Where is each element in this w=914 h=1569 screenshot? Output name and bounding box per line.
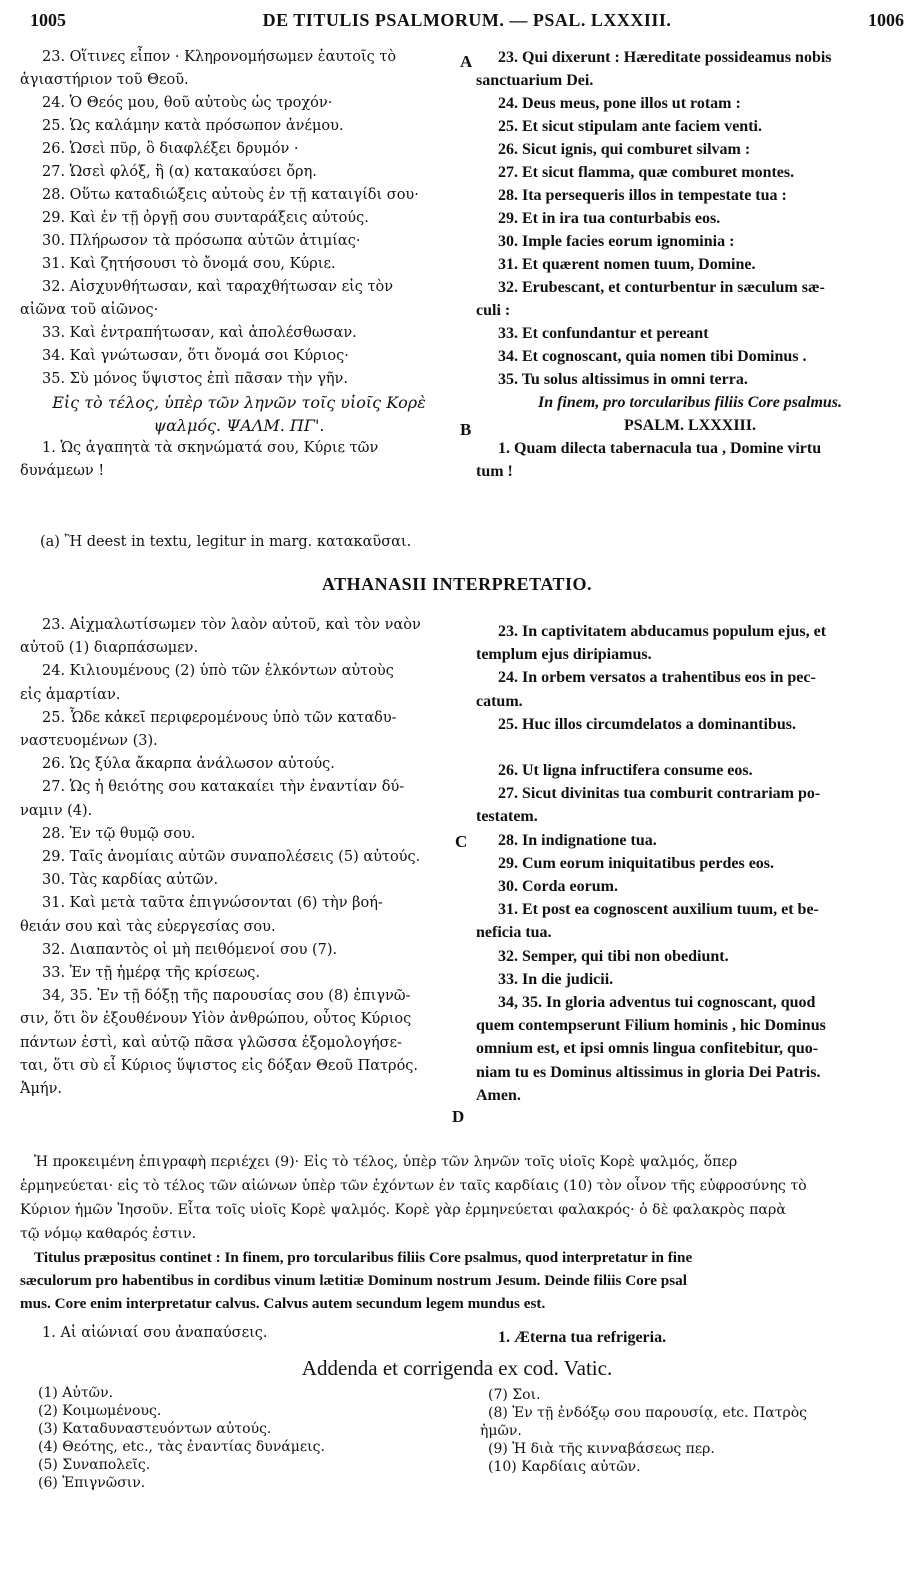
athanasius-latin-column — [476, 620, 904, 1107]
verse-line: 24. Ὁ Θεός μου, θοῦ αὐτοὺς ὡς τροχόν· — [42, 95, 333, 111]
verse-line: 28. Ἐν τῷ θυμῷ σου. — [42, 825, 196, 842]
verse-line: 27. Sicut divinitas tua comburit contrariam po- — [498, 785, 821, 803]
addenda-item: (6) Ἐπιγνῶσιν. — [38, 1475, 146, 1491]
commentary-line: Titulus præpositus continet : In finem, pro torcularibus filiis Core psalmus, quod interpretatur in fine — [34, 1249, 693, 1266]
verse-line: 23. Αἰχμαλωτίσωμεν τὸν λαὸν αὐτοῦ, καὶ τὸν ναὸν — [42, 617, 421, 633]
verse-line: 29. Et in ira tua conturbabis eos. — [498, 210, 721, 227]
verse-line: σιν, ὅτι ὃν ἐξουθένουν Υἱὸν ἀνθρώπου, οὗτος Κύριος — [20, 1011, 412, 1028]
verse-line: 34, 35. Ἐν τῇ δόξῃ τῆς παρουσίας σου (8) ἐπιγνῶ- — [42, 988, 411, 1005]
margin-marker-b: B — [460, 420, 472, 439]
verse-line: πάντων ἐστὶ, καὶ αὐτῷ πᾶσα γλῶσσα ἐξομολογήσε- — [20, 1034, 402, 1051]
addenda-item: (4) Θεότης, etc., τὰς ἐναντίας δυνάμεις. — [38, 1439, 325, 1455]
verse-line: testatem. — [476, 808, 538, 826]
margin-marker-a: A — [460, 52, 473, 71]
verse-line: 23. Οἵτινες εἶπον · Κληρονομήσωμεν ἑαυτοῖς τὸ — [42, 49, 397, 65]
commentary-line: sæculorum pro habentibus in cordibus vinum lætitiæ Dominum nostrum Jesum. Deinde filiis Core psal — [20, 1272, 687, 1289]
verse-line: quem contempserunt Filium hominis , hic Dominus — [476, 1017, 826, 1035]
addenda-item: ἡμῶν. — [480, 1423, 522, 1439]
verse-line: sanctuarium Dei. — [476, 72, 594, 89]
verse-line: ναμιν (4). — [20, 802, 93, 819]
verse-line: 27. Et sicut flamma, quæ comburet montes. — [498, 164, 795, 181]
commentary-line: mus. Core enim interpretatur calvus. Calvus autem secundum legem mundus est. — [20, 1295, 546, 1312]
psalm-heading-greek: ψαλμός. ΨΑΛΜ. ΠΓ'. — [153, 416, 325, 435]
verse-line: templum ejus diripiamus. — [476, 646, 652, 664]
addenda-right-list — [480, 1386, 900, 1476]
addenda-title: Addenda et corrigenda ex cod. Vatic. — [301, 1356, 613, 1380]
verse-line: 33. Καὶ ἐντραπήτωσαν, καὶ ἀπολέσθωσαν. — [42, 325, 357, 341]
verse-line: 32. Semper, qui tibi non obediunt. — [498, 947, 729, 965]
verse-line: 26. Ὡς ξύλα ἄκαρπα ἀνάλωσον αὐτούς. — [42, 756, 335, 773]
verse-line: 30. Τὰς καρδίας αὐτῶν. — [42, 872, 219, 889]
running-title: DE TITULIS PSALMORUM. — PSAL. LXXXIII. — [262, 10, 672, 30]
addenda-item: (2) Κοιμωμένους. — [38, 1403, 162, 1419]
verse-line: 31. Καὶ μετὰ ταῦτα ἐπιγνώσονται (6) τὴν βοή- — [42, 895, 383, 912]
verse-line: 29. Καὶ ἐν τῇ ὀργῇ σου συνταράξεις αὐτούς. — [42, 210, 369, 226]
verse-line: 1. Αἱ αἰώνιαί σου ἀναπαύσεις. — [42, 1325, 268, 1341]
verse-line: 1. Ὡς ἀγαπητὰ τὰ σκηνώματά σου, Κύριε τῶν — [42, 440, 379, 456]
verse-line: ναστευομένων (3). — [20, 733, 158, 750]
verse-line: 24. Deus meus, pone illos ut rotam : — [498, 95, 741, 112]
greek-psalm-column — [20, 46, 458, 483]
verse-line: 23. Qui dixerunt : Hæreditate possideamus nobis — [498, 49, 832, 66]
verse-line: αἰῶνα τοῦ αἰῶνος· — [20, 302, 159, 318]
addenda-item: (7) Σοι. — [488, 1387, 541, 1403]
psalm-heading-greek: Εἰς τὸ τέλος, ὑπὲρ τῶν ληνῶν τοῖς υἱοῖς Κορὲ — [52, 393, 426, 412]
verse-line: 27. Ὡσεὶ φλόξ, ἣ (α) κατακαύσει ὄρη. — [42, 164, 317, 180]
commentary-line: Ἡ προκειμένη ἐπιγραφὴ περιέχει (9)· Εἰς τὸ τέλος, ὑπὲρ τῶν ληνῶν τοῖς υἱοῖς Κορὲ ψαλμός, ὅπερ — [34, 1154, 738, 1170]
verse-line: 30. Imple facies eorum ignominia : — [498, 233, 735, 250]
verse-line: tum ! — [476, 463, 513, 480]
addenda-item: (3) Καταδυναστευόντων αὐτούς. — [38, 1421, 272, 1437]
verse-line: 31. Et post ea cognoscent auxilium tuum, et be- — [498, 901, 819, 919]
verse-line: 1. Quam dilecta tabernacula tua , Domine virtu — [498, 440, 822, 457]
verse-line: 26. Sicut ignis, qui comburet silvam : — [498, 141, 751, 158]
commentary-line: ἑρμηνεύεται· εἰς τὸ τέλος τῶν αἰώνων ὑπὲρ τῶν ἐχόντων ἐν ταῖς καρδίαις (10) τὸν οἶνον τῆς εὐφροσύνης τὸ — [20, 1178, 807, 1194]
verse-line: omnium est, et ipsi omnis lingua confitebitur, quo- — [476, 1040, 819, 1058]
verse-line: catum. — [476, 692, 523, 710]
latin-psalm-column — [476, 46, 904, 483]
verse-line: 31. Καὶ ζητήσουσι τὸ ὄνομά σου, Κύριε. — [42, 256, 336, 272]
verse-line: 28. Οὕτω καταδιώξεις αὐτοὺς ἐν τῇ καταιγίδι σου· — [42, 187, 419, 203]
verse-line: ται, ὅτι σὺ εἶ Κύριος ὕψιστος εἰς δόξαν Θεοῦ Πατρός. — [20, 1057, 419, 1074]
verse-line: 24. In orbem versatos a trahentibus eos in pec- — [498, 669, 816, 687]
running-header — [30, 10, 904, 34]
verse-line: 24. Κιλιουμένους (2) ὑπὸ τῶν ἑλκόντων αὐτοὺς — [42, 663, 394, 680]
verse-line: Amen. — [476, 1086, 521, 1104]
greek-commentary — [20, 1150, 904, 1246]
psalm-heading-latin: In finem, pro torcularibus filiis Core psalmus. — [537, 394, 843, 411]
margin-marker-c: C — [455, 832, 468, 851]
verse-line: 26. Ὡσεὶ πῦρ, ὃ διαφλέξει δρυμόν · — [42, 141, 299, 157]
commentary-line: τῷ νόμῳ καθαρός ἐστιν. — [20, 1226, 197, 1242]
commentary-line: Κύριον ἡμῶν Ἰησοῦν. Εἶτα τοῖς υἱοῖς Κορὲ ψαλμός. Κορὲ γὰρ ἑρμηνεύεται φαλακρός· ὁ δὲ φαλακρὸς παρὰ — [20, 1202, 786, 1218]
verse-line: 25. Ὡς καλάμην κατὰ πρόσωπον ἀνέμου. — [42, 118, 344, 134]
verse-one-latin — [476, 1326, 904, 1349]
verse-line: 30. Corda eorum. — [498, 878, 618, 896]
verse-line: 23. In captivitatem abducamus populum ejus, et — [498, 623, 827, 640]
margin-marker-d: D — [452, 1107, 465, 1126]
verse-line: 33. Ἐν τῇ ἡμέρᾳ τῆς κρίσεως. — [42, 965, 261, 982]
addenda-left-list — [38, 1384, 458, 1492]
verse-line: 35. Tu solus altissimus in omni terra. — [498, 371, 748, 388]
latin-commentary — [20, 1246, 904, 1315]
verse-line: 32. Διαπαντὸς οἱ μὴ πειθόμενοί σου (7). — [42, 941, 338, 958]
verse-line: 33. Et confundantur et pereant — [498, 325, 709, 342]
athanasius-greek-column — [20, 614, 458, 1101]
verse-line: 27. Ὡς ἡ θειότης σου κατακαίει τὴν ἐναντίαν δύ- — [42, 779, 405, 796]
verse-line: 33. In die judicii. — [498, 970, 614, 988]
verse-line: ἁγιαστήριον τοῦ Θεοῦ. — [20, 72, 189, 88]
verse-line: εἰς ἁμαρτίαν. — [20, 686, 121, 703]
verse-line: 26. Ut ligna infructifera consume eos. — [498, 762, 753, 780]
verse-line: 34. Et cognoscant, quia nomen tibi Dominus . — [498, 348, 807, 365]
verse-line: 1. Æterna tua refrigeria. — [498, 1329, 667, 1346]
verse-line: θειάν σου καὶ τὰς εὐεργεσίας σου. — [20, 918, 276, 935]
page-number-right: 1006 — [868, 10, 904, 30]
verse-line: Ἀμήν. — [20, 1081, 63, 1098]
verse-one-greek — [20, 1322, 458, 1345]
verse-line: 29. Ταῖς ἀνομίαις αὐτῶν συναπολέσεις (5) αὐτούς. — [42, 849, 421, 866]
section-title: ATHANASII INTERPRETATIO. — [321, 574, 593, 594]
verse-line: 32. Αἰσχυνθήτωσαν, καὶ ταραχθήτωσαν εἰς τὸν — [42, 279, 394, 295]
addenda-item: (1) Αὐτῶν. — [38, 1385, 114, 1401]
addenda-item: (10) Καρδίαις αὐτῶν. — [488, 1459, 641, 1475]
verse-line: 25. Huc illos circumdelatos a dominantibus. — [498, 715, 796, 733]
verse-line: 29. Cum eorum iniquitatibus perdes eos. — [498, 854, 775, 872]
verse-line: 32. Erubescant, et conturbentur in sæculum sæ- — [498, 279, 825, 296]
verse-line: culi : — [476, 302, 511, 319]
verse-line: 25. Et sicut stipulam ante faciem venti. — [498, 118, 762, 135]
addenda-item: (9) Ἡ διὰ τῆς κινναβάσεως περ. — [488, 1441, 715, 1457]
verse-line: neficia tua. — [476, 924, 552, 942]
psalm-number-latin: PSALM. LXXXIII. — [623, 417, 756, 434]
verse-line: 34. Καὶ γνώτωσαν, ὅτι ὄνομά σοι Κύριος· — [42, 348, 349, 364]
verse-line: 28. Ita persequeris illos in tempestate tua : — [498, 187, 787, 204]
verse-line: αὐτοῦ (1) διαρπάσωμεν. — [20, 640, 199, 657]
verse-line: 28. In indignatione tua. — [498, 831, 657, 849]
verse-line: 35. Σὺ μόνος ὕψιστος ἐπὶ πᾶσαν τὴν γῆν. — [42, 371, 348, 387]
verse-line: 34, 35. In gloria adventus tui cognoscant, quod — [498, 994, 816, 1012]
addenda-item: (8) Ἐν τῇ ἐνδόξῳ σου παρουσίᾳ, etc. Πατρὸς — [488, 1405, 807, 1421]
verse-line: 25. Ὧδε κἀκεῖ περιφερομένους ὑπὸ τῶν καταδυ- — [42, 709, 397, 726]
verse-line: 30. Πλήρωσον τὰ πρόσωπα αὐτῶν ἀτιμίας· — [42, 233, 361, 249]
verse-line: 31. Et quærent nomen tuum, Domine. — [498, 256, 756, 273]
addenda-item: (5) Συναπολεῖς. — [38, 1457, 151, 1473]
footnote-a: (a) Ἢ deest in textu, legitur in marg. κατακαῦσαι. — [40, 534, 412, 550]
verse-line: δυνάμεων ! — [20, 463, 105, 479]
page-number-left: 1005 — [30, 10, 66, 30]
verse-line: niam tu es Dominus altissimus in gloria Dei Patris. — [476, 1063, 821, 1081]
